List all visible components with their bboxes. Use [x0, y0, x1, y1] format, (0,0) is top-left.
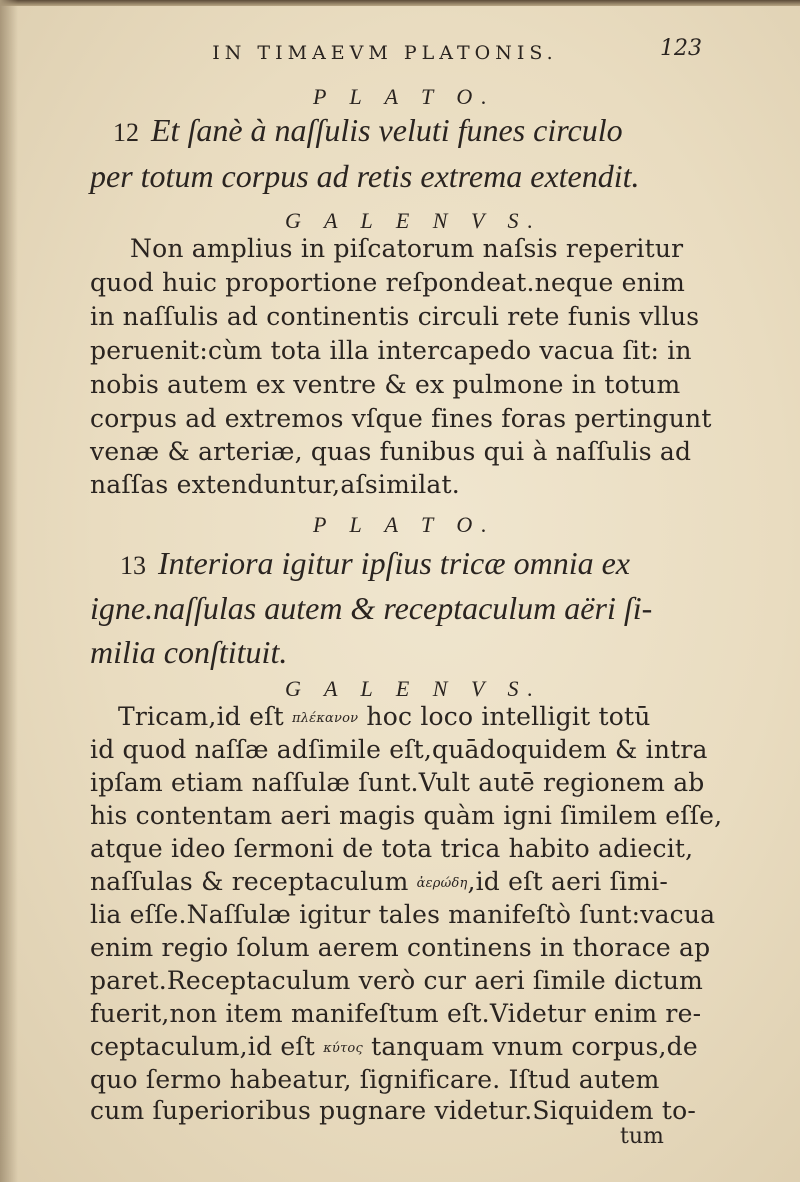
commentary-12-line-3: in naſſulis ad continentis circuli rete funis vllus — [90, 302, 700, 331]
quote-12-text-1: Et ſanè à naſſulis veluti funes circulo — [151, 112, 623, 148]
commentary-13-line-4: his contentam aeri magis quàm igni ſimilem eſſe, — [90, 801, 723, 830]
greek-word-kytos: κύτος — [323, 1041, 363, 1056]
quote-13-line-3: milia conſtituit. — [90, 634, 288, 670]
passage-number-12: 12 — [113, 118, 139, 147]
commentary-13-line-13: cum ſuperioribus pugnare videtur.Siquidem to- — [90, 1096, 696, 1125]
commentary-13-line-7: lia eſſe.Naſſulæ igitur tales manifeſtò ſunt:vacua — [90, 900, 716, 929]
commentary-13-line-12: quo ſermo habeatur, ſignificare. Iſtud autem — [90, 1065, 660, 1094]
commentator-galenus-13: G A L E N V S. — [285, 676, 543, 701]
speaker-plato-13: P L A T O. — [313, 512, 496, 537]
commentary-13-line-5: atque ideo ſermoni de tota trica habito adiecit, — [90, 834, 694, 863]
commentary-13-line-11 — [90, 1032, 698, 1061]
quote-13-line-2: igne.naſſulas autem & receptaculum aëri ſi- — [90, 590, 653, 626]
commentary-13-line-1-post: hoc loco intelligit totū — [358, 702, 651, 731]
quote-13-line-1 — [120, 545, 630, 582]
page-top-edge — [0, 0, 800, 6]
greek-word-aerode: ἀερώδη — [416, 876, 468, 891]
commentary-13-line-6 — [90, 867, 668, 896]
commentary-13-line-11-pre: ceptaculum,id eſt — [90, 1032, 324, 1061]
commentary-13-line-6-pre: naſſulas & receptaculum — [90, 867, 417, 896]
commentary-13-line-8: enim regio ſolum aerem continens in thorace ap — [90, 933, 711, 962]
commentary-13-line-9: paret.Receptaculum verò cur aeri ſimile dictum — [90, 966, 704, 995]
page-gutter-shadow — [0, 0, 18, 1182]
passage-number-13: 13 — [120, 551, 146, 580]
commentary-13-line-3: ipſam etiam naſſulæ ſunt.Vult autē regionem ab — [90, 768, 705, 797]
commentary-12-line-8: naſſas extenduntur,aſsimilat. — [90, 470, 460, 499]
commentary-12-line-2: quod huic proportione reſpondeat.neque enim — [90, 268, 685, 297]
quote-13-text-1: Interiora igitur ipſius tricæ omnia ex — [158, 545, 630, 581]
running-title: IN TIMAEVM PLATONIS. — [212, 42, 558, 64]
commentary-13-line-6-post: ,id eſt aeri ſimi- — [467, 867, 668, 896]
commentator-galenus-12: G A L E N V S. — [285, 208, 543, 233]
commentary-13-line-2: id quod naſſæ adſimile eſt,quādoquidem & intra — [90, 735, 708, 764]
quote-12-line-1 — [113, 112, 623, 149]
commentary-13-line-1 — [118, 702, 651, 731]
commentary-13-line-10: fuerit,non item manifeſtum eſt.Videtur enim re- — [90, 999, 702, 1028]
commentary-12-line-6: corpus ad extremos vſque fines foras pertingunt — [90, 404, 712, 433]
commentary-13-line-11-post: tanquam vnum corpus,de — [362, 1032, 698, 1061]
commentary-12-line-7: venæ & arteriæ, quas funibus qui à naſſulis ad — [90, 437, 692, 466]
greek-word-plekanon: πλέκανον — [291, 711, 359, 726]
commentary-12-line-1: Non amplius in piſcatorum naſsis reperitur — [130, 234, 684, 263]
commentary-12-line-4: peruenit:cùm tota illa intercapedo vacua ſit: in — [90, 336, 692, 365]
commentary-13-line-1-pre: Tricam,id eſt — [118, 702, 292, 731]
commentary-12-line-5: nobis autem ex ventre & ex pulmone in totum — [90, 370, 681, 399]
speaker-plato-12: P L A T O. — [313, 84, 496, 109]
quote-12-line-2: per totum corpus ad retis extrema extendit. — [90, 158, 640, 194]
catchword: tum — [620, 1124, 664, 1149]
page-number: 123 — [660, 36, 702, 61]
